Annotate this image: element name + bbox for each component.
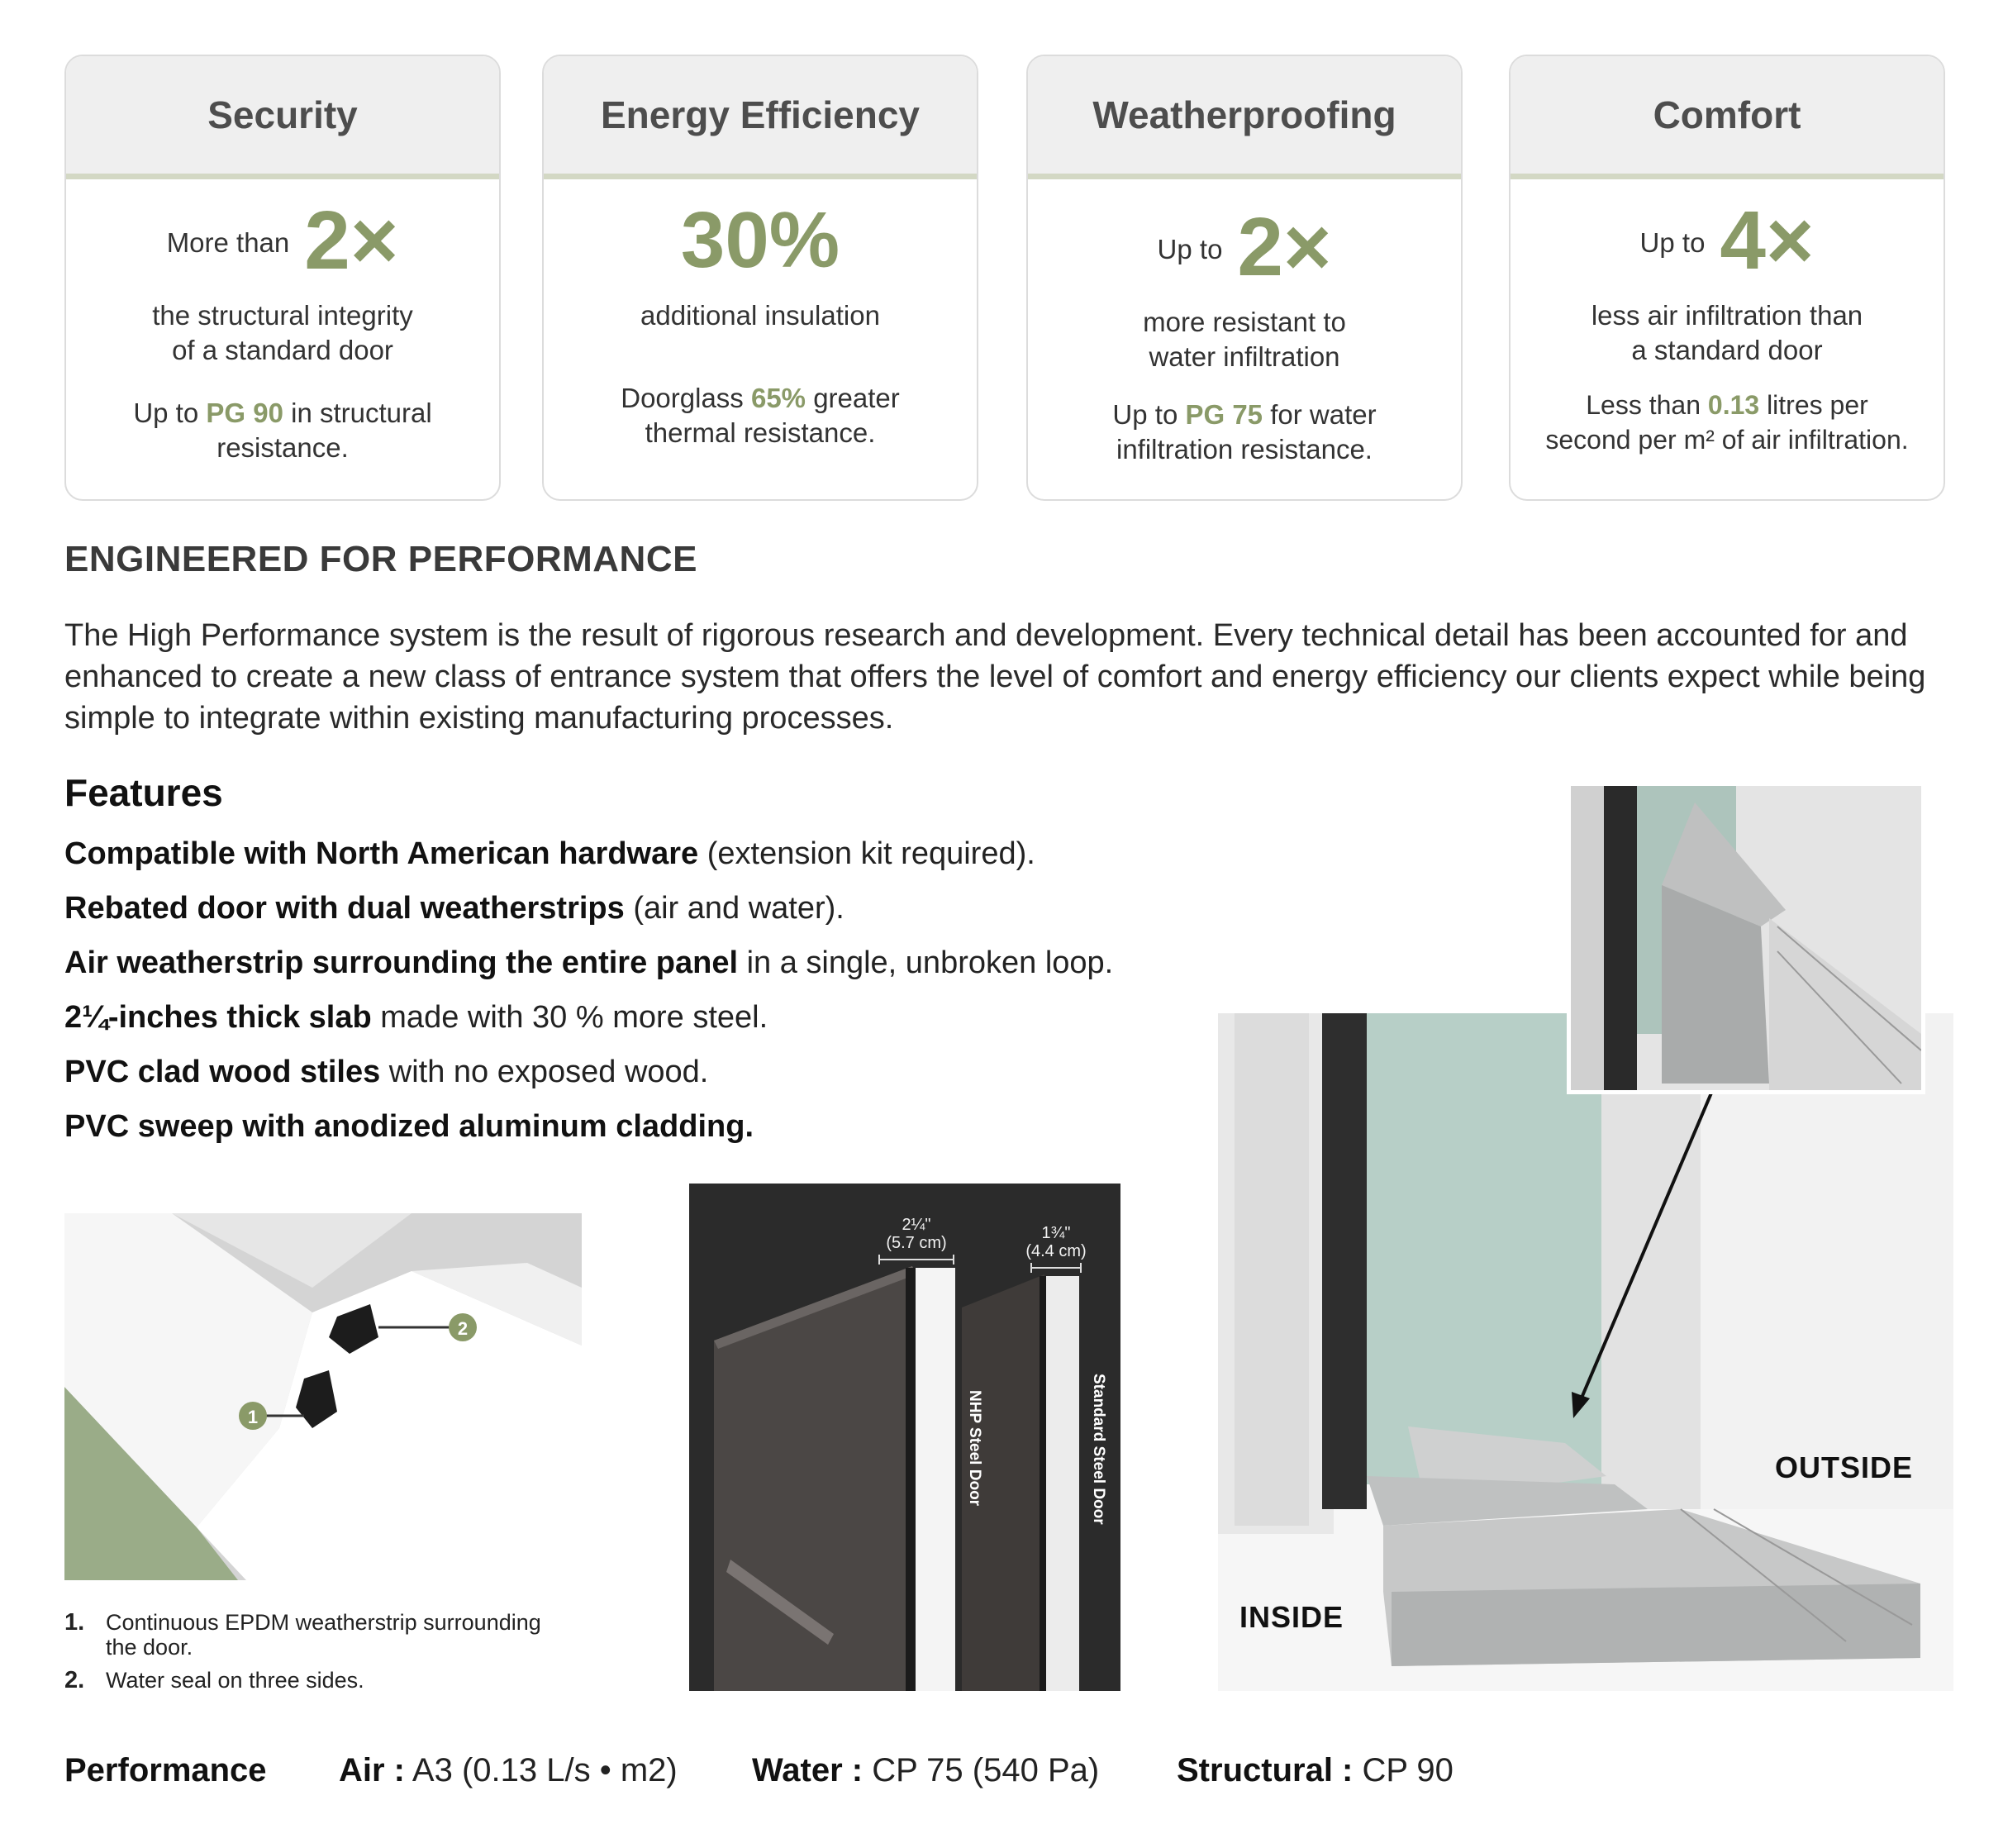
card-weatherproofing <box>1026 55 1463 501</box>
card-description: more resistant to water infiltration <box>1143 307 1346 372</box>
outside-label: OUTSIDE <box>1775 1450 1914 1484</box>
card-title: Security <box>66 56 499 179</box>
card-title: Weatherproofing <box>1028 56 1461 179</box>
nhp-thickness-in: 2¼" <box>902 1216 931 1234</box>
card-energy-efficiency <box>542 55 978 501</box>
card-title: Comfort <box>1511 56 1944 179</box>
card-prefix: Up to <box>1639 227 1706 258</box>
card-detail: Less than 0.13 litres per second per m² of air infiltration. <box>1545 390 1909 455</box>
card-description: the structural integrity of a standard door <box>152 300 413 365</box>
door-threshold-image <box>1218 1013 1953 1691</box>
performance-label: Performance <box>64 1752 267 1788</box>
card-prefix: Up to <box>1157 234 1223 264</box>
section-heading-engineered: ENGINEERED FOR PERFORMANCE <box>64 539 697 579</box>
card-stat: 2× <box>1237 201 1332 293</box>
card-title: Energy Efficiency <box>544 56 977 179</box>
callout-2-label: 2 <box>457 1318 469 1339</box>
standard-thickness-cm: (4.4 cm) <box>1025 1242 1087 1260</box>
nhp-thickness-cm: (5.7 cm) <box>886 1234 947 1252</box>
card-detail: Doorglass 65% greater thermal resistance. <box>621 383 900 448</box>
card-stat: 4× <box>1720 194 1815 287</box>
card-prefix: More than <box>166 227 290 258</box>
inside-label: INSIDE <box>1239 1600 1344 1634</box>
feature-item: 2¼-inches thick slab made with 30 % more steel. <box>64 1000 768 1035</box>
stat-cards <box>64 55 1945 502</box>
feature-item: Rebated door with dual weatherstrips (air and water). <box>64 891 844 926</box>
intro-paragraph: The High Performance system is the result of rigorous research and development. Every technical detail has been accounted for and enhanced to create a new class of entrance system that offers the level of comfort and energy efficiency our clients expect while being simple to integrate within existing manufacturing processes. <box>64 618 1926 736</box>
standard-door-label: Standard Steel Door <box>1090 1374 1107 1525</box>
performance-structural: Structural : CP 90 <box>1177 1752 1453 1788</box>
nhp-door-label: NHP Steel Door <box>966 1390 983 1507</box>
card-detail: Up to PG 75 for water infiltration resistance. <box>1112 399 1377 464</box>
features-heading: Features <box>64 771 223 814</box>
weatherstrip-detail-illustration <box>64 1213 582 1580</box>
note-item: 1. Continuous EPDM weatherstrip surrounding the door. <box>64 1609 541 1660</box>
threshold-closeup-inset <box>1567 782 1925 1094</box>
note-item: 2. Water seal on three sides. <box>64 1667 364 1693</box>
feature-item: Air weatherstrip surrounding the entire panel in a single, unbroken loop. <box>64 945 1114 980</box>
card-description: additional insulation <box>640 300 880 331</box>
card-security <box>64 55 501 501</box>
feature-item: Compatible with North American hardware (extension kit required). <box>64 836 1035 871</box>
card-stat: 30% <box>680 196 840 284</box>
door-thickness-comparison-image <box>689 1184 1120 1691</box>
callout-1-label: 1 <box>247 1407 259 1427</box>
seal-notes <box>64 1610 593 1701</box>
feature-item: PVC sweep with anodized aluminum cladding. <box>64 1109 754 1144</box>
features-list <box>64 833 1113 1160</box>
card-detail: Up to PG 90 in structural resistance. <box>133 398 432 463</box>
performance-water: Water : CP 75 (540 Pa) <box>752 1752 1100 1788</box>
standard-thickness-in: 1¾" <box>1041 1224 1071 1242</box>
card-comfort <box>1509 55 1945 501</box>
card-description: less air infiltration than a standard door <box>1591 300 1863 365</box>
feature-item: PVC clad wood stiles with no exposed wood. <box>64 1055 709 1089</box>
performance-air: Air : A3 (0.13 L/s • m2) <box>339 1752 678 1788</box>
card-stat: 2× <box>304 194 399 287</box>
